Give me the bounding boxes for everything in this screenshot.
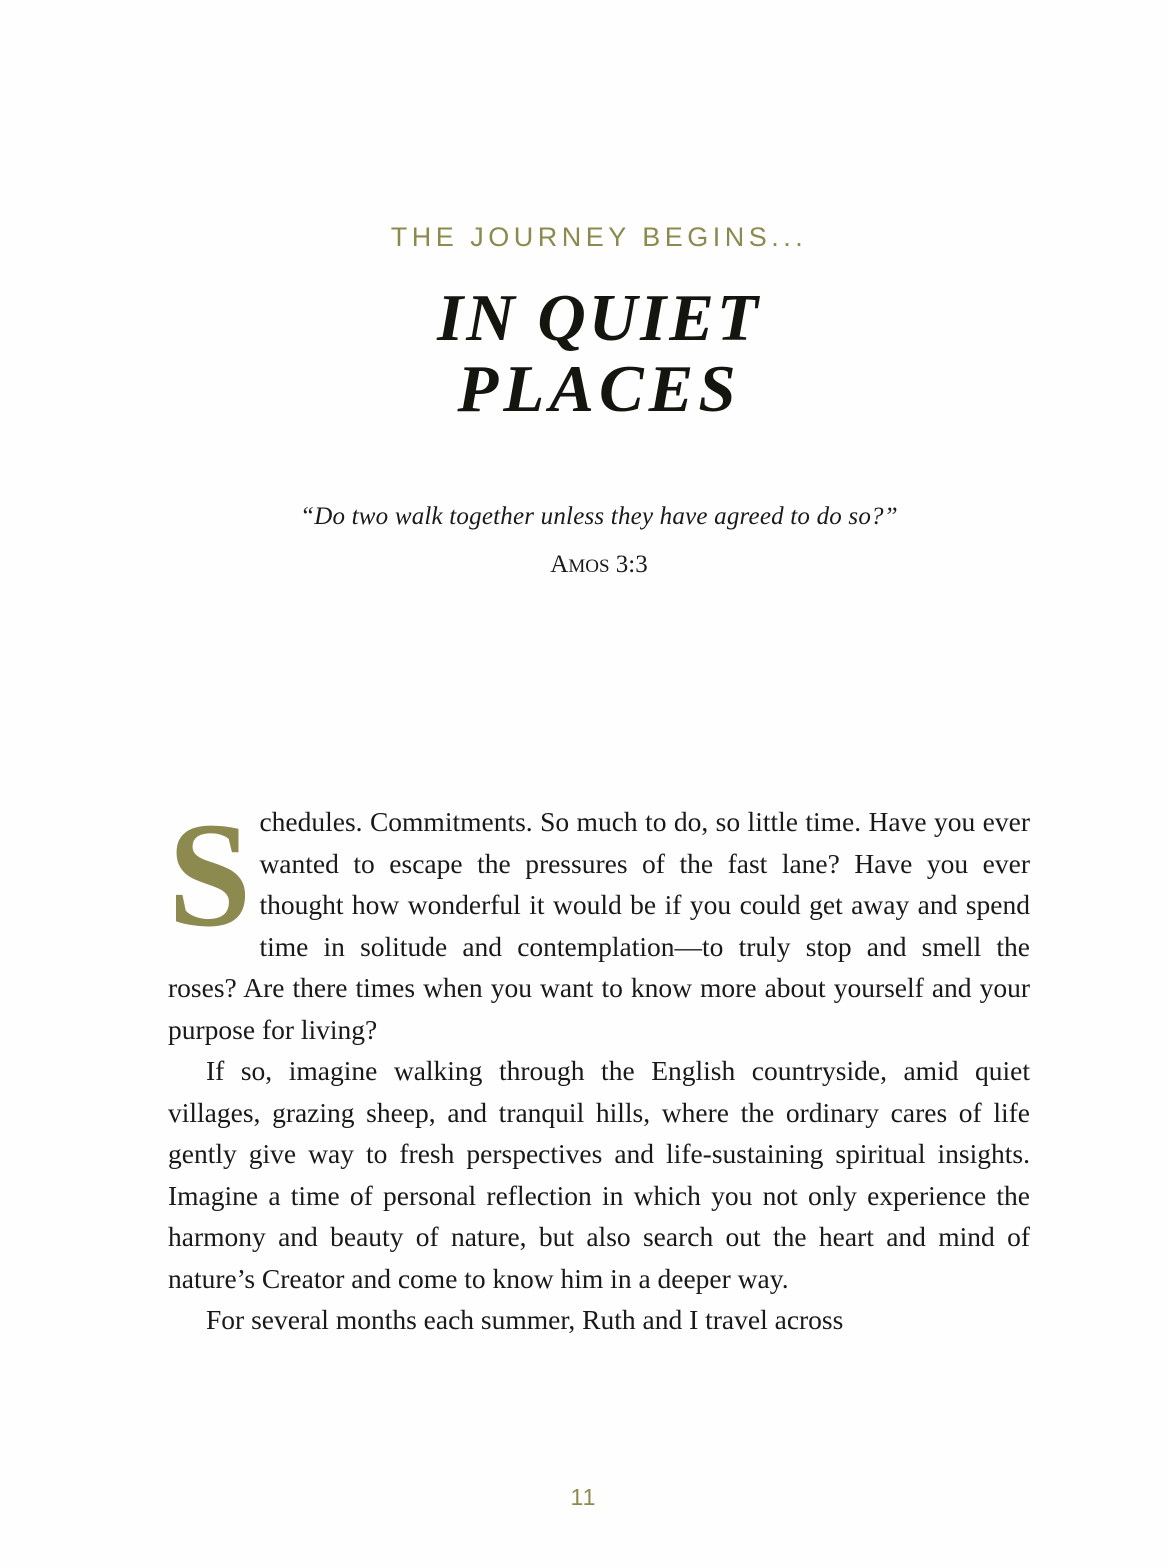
chapter-title-line-1: IN QUIET	[437, 281, 761, 355]
drop-cap: S	[168, 792, 252, 959]
page-number: 11	[570, 1484, 597, 1510]
paragraph-2: If so, imagine walking through the English countryside, amid quiet villages, grazing sheep, and tranquil hills, where the ordinary cares of life gently give way to fresh perspectives and life-sustaining spiritual insights. Imagine a time of personal reflection in which you not only experience the harmony and beauty of nature, but also search out the heart and mind of nature’s Creator and come to know him in a deeper way.	[168, 1055, 1030, 1294]
epigraph-reference	[168, 551, 1030, 579]
paragraph-1	[168, 792, 1030, 1050]
page-content	[168, 0, 1030, 1567]
chapter-eyebrow: THE JOURNEY BEGINS...	[390, 222, 808, 252]
epigraph-reference-verse: 3:3	[609, 551, 648, 579]
epigraph-reference-smallcaps: MOS	[568, 556, 610, 578]
chapter-title-line-2: PLACES	[457, 352, 741, 427]
epigraph-quote: “Do two walk together unless they have agreed to do so?”	[300, 503, 898, 531]
page-title	[168, 283, 1030, 425]
paragraph-1-text: chedules. Commitments. So much to do, so little time. Have you ever wanted to escape the pressures of the fast lane? Have you ever thought how wonderful it would be if you could get away and spend time in solitude and contemplation—to truly stop and smell the roses? Are there times when you want to know more about yourself and your purpose for living?	[168, 806, 1030, 1045]
body-text	[168, 792, 1030, 1341]
epigraph-reference-initial: A	[550, 551, 569, 579]
paragraph-3: For several months each summer, Ruth and I travel across	[206, 1304, 844, 1336]
